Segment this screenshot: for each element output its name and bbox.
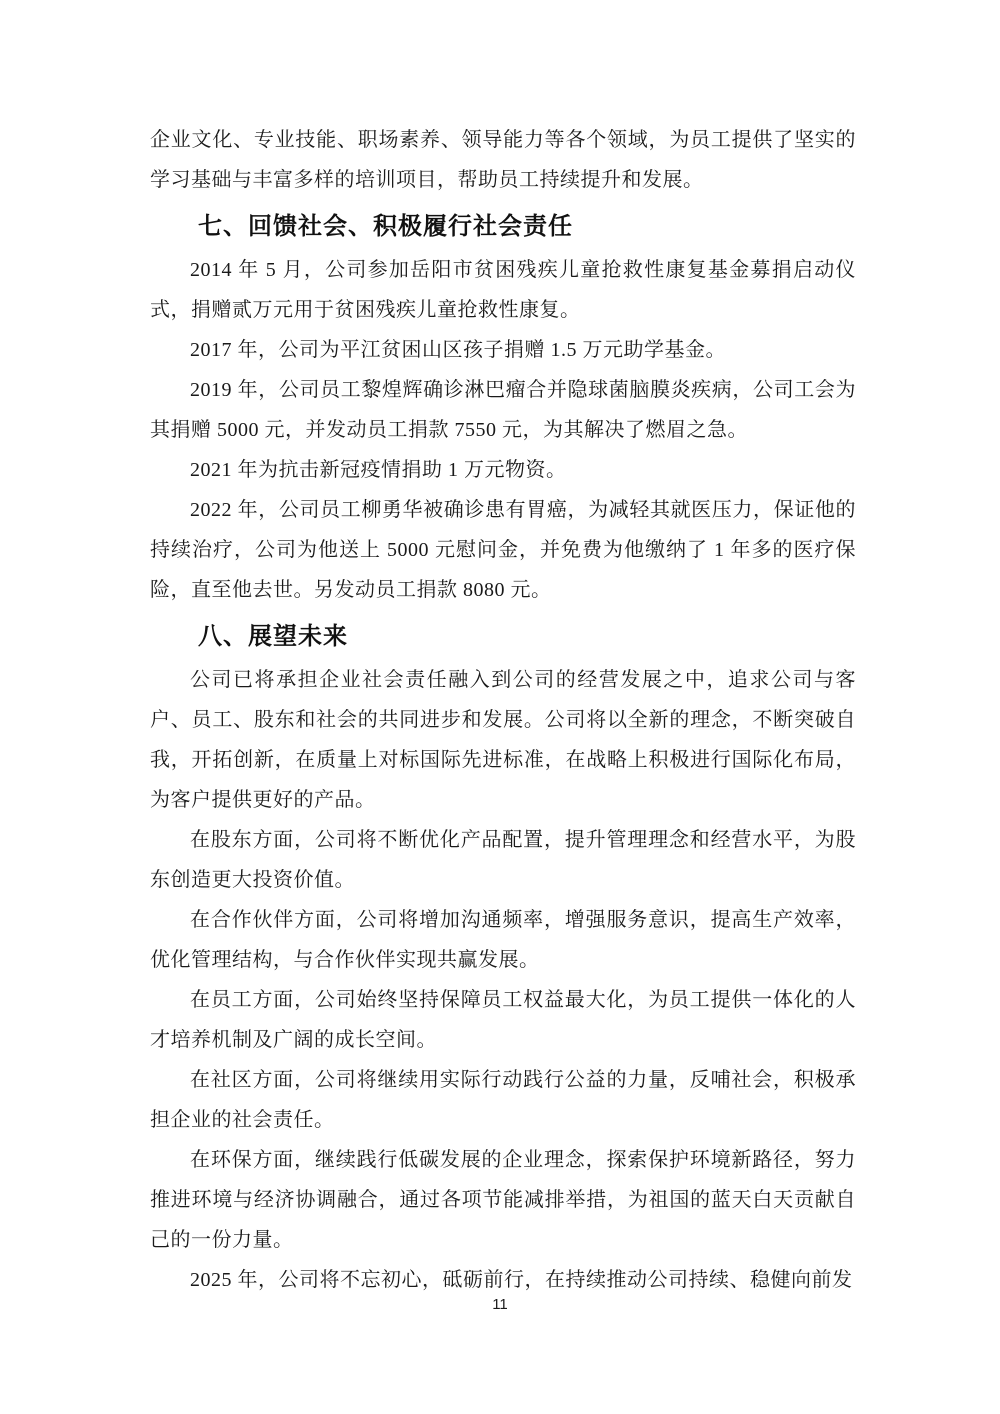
paragraph-2017-donation: 2017 年，公司为平江贫困山区孩子捐赠 1.5 万元助学基金。: [190, 339, 726, 361]
paragraph-2025-outlook-truncated: 2025 年，公司将不忘初心，砥砺前行，在持续推动公司持续、稳健向前发: [190, 1269, 853, 1291]
paragraph-2014-donation: 2014 年 5 月，公司参加岳阳市贫困残疾儿童抢救性康复基金募捐启动仪式，捐赠贰万元用于贫困残疾儿童抢救性康复。: [150, 259, 856, 321]
section-heading-social-responsibility: 七、回馈社会、积极履行社会责任: [198, 213, 573, 240]
paragraph-2021-pandemic-donation: 2021 年为抗击新冠疫情捐助 1 万元物资。: [190, 459, 567, 481]
paragraph-outlook-community: 在社区方面，公司将继续用实际行动践行公益的力量，反哺社会，积极承担企业的社会责任。: [150, 1069, 856, 1131]
report-body: [150, 0, 856, 1300]
paragraph-outlook-overview: 公司已将承担企业社会责任融入到公司的经营发展之中，追求公司与客户、员工、股东和社会的共同进步和发展。公司将以全新的理念，不断突破自我，开拓创新，在质量上对标国际先进标准，在战略上积极进行国际化布局，为客户提供更好的产品。: [150, 669, 856, 811]
section-heading-future-outlook: 八、展望未来: [198, 623, 348, 650]
paragraph-2019-employee-aid: 2019 年，公司员工黎煌辉确诊淋巴瘤合并隐球菌脑膜炎疾病，公司工会为其捐赠 5000 元，并发动员工捐款 7550 元，为其解决了燃眉之急。: [150, 379, 856, 441]
paragraph-outlook-environment: 在环保方面，继续践行低碳发展的企业理念，探索保护环境新路径，努力推进环境与经济协调融合，通过各项节能减排举措，为祖国的蓝天白天贡献自己的一份力量。: [150, 1149, 856, 1251]
paragraph-2022-employee-aid: 2022 年，公司员工柳勇华被确诊患有胃癌，为减轻其就医压力，保证他的持续治疗，公司为他送上 5000 元慰问金，并免费为他缴纳了 1 年多的医疗保险，直至他去世。另发动员工捐款 8080 元。: [150, 499, 856, 601]
page-number: 11: [492, 1296, 508, 1313]
paragraph-outlook-employees: 在员工方面，公司始终坚持保障员工权益最大化，为员工提供一体化的人才培养机制及广阔的成长空间。: [150, 989, 856, 1051]
paragraph-training-continuation: 企业文化、专业技能、职场素养、领导能力等各个领域，为员工提供了坚实的学习基础与丰富多样的培训项目，帮助员工持续提升和发展。: [150, 129, 856, 191]
page-footer: [0, 1296, 1000, 1314]
paragraph-outlook-partners: 在合作伙伴方面，公司将增加沟通频率，增强服务意识，提高生产效率，优化管理结构，与合作伙伴实现共赢发展。: [150, 909, 856, 971]
paragraph-outlook-shareholders: 在股东方面，公司将不断优化产品配置，提升管理理念和经营水平，为股东创造更大投资价值。: [150, 829, 856, 891]
